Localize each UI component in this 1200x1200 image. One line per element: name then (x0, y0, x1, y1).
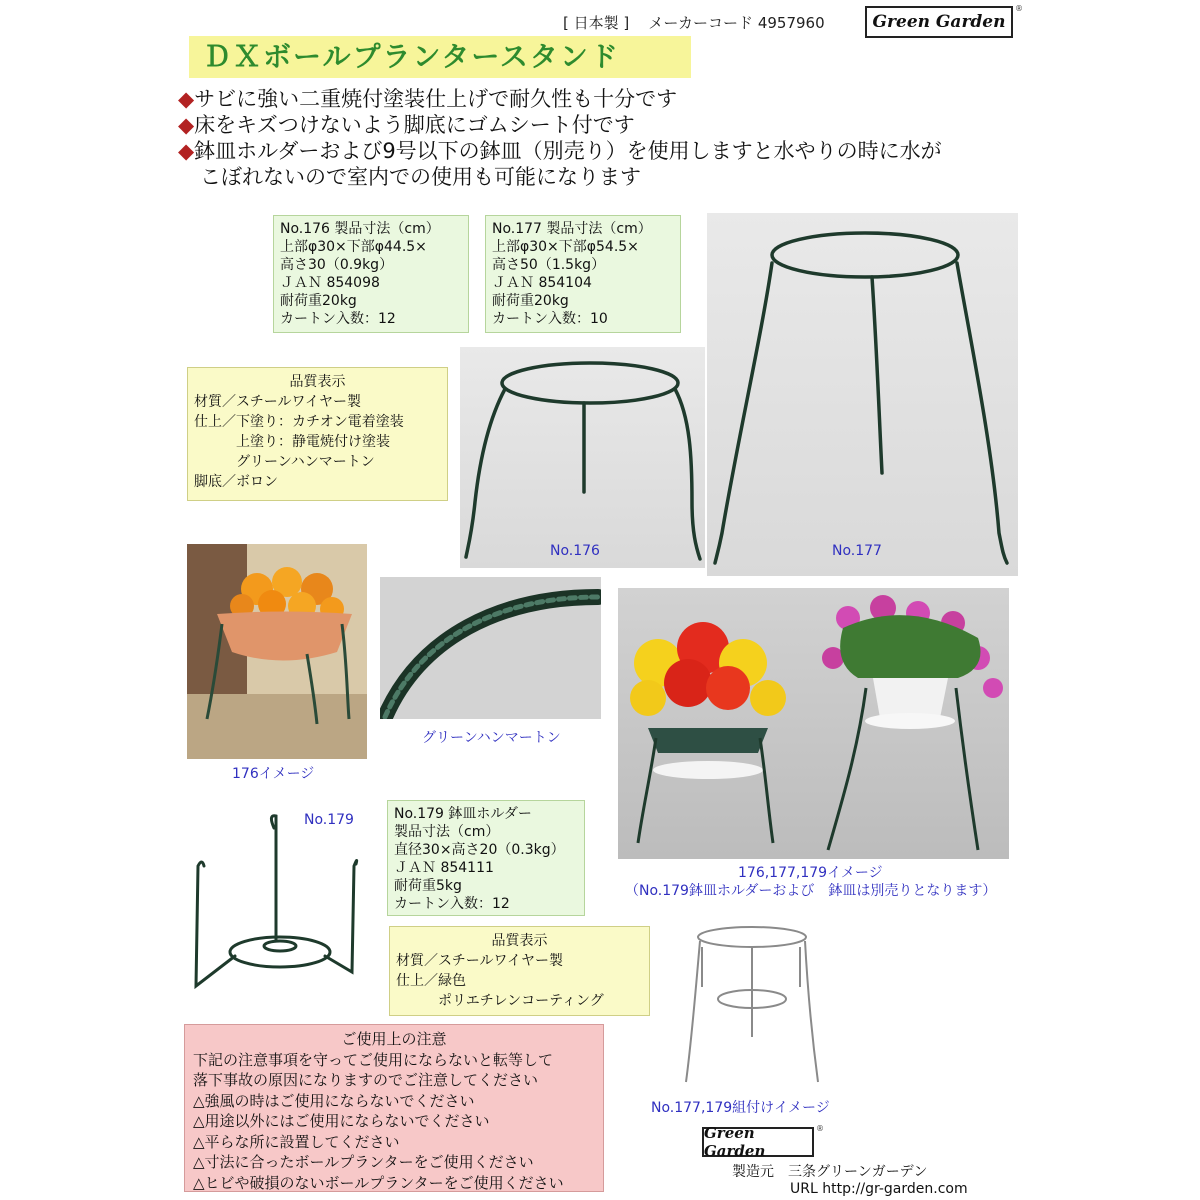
quality-box-stand: 品質表示 材質／スチールワイヤー製 仕上／下塗り：カチオン電着塗装 上塗り：静電焼付け塗装 グリーンハンマートン 脚底／ボロン (187, 367, 448, 501)
caption-no179: No.179 (304, 812, 354, 828)
caption-assembly: No.177,179組付けイメージ (651, 1100, 830, 1116)
assembly-stand-illustration (680, 917, 825, 1090)
registered-mark-icon: ® (1015, 4, 1023, 13)
manufacturer-name: 製造元 三条グリーンガーデン (732, 1164, 928, 1180)
assembly-photo (680, 917, 825, 1090)
caption-combo-note: （No.179鉢皿ホルダーおよび 鉢皿は別売りとなります） (625, 883, 997, 899)
registered-mark-icon: ® (816, 1124, 824, 1133)
feature-bullet: ◆鉢皿ホルダーおよび9号以下の鉢皿（別売り）を使用しますと水やりの時に水が (178, 139, 942, 163)
spec-box-177: No.177 製品寸法（cm） 上部φ30×下部φ54.5× 高さ50（1.5kg） ＪＡＮ 854104 耐荷重20kg カートン入数：10 (485, 215, 681, 333)
caption-image176: 176イメージ (232, 766, 315, 782)
caution-heading: ご使用上の注意 (341, 1030, 447, 1048)
maker-code: メーカーコード 4957960 (648, 14, 825, 32)
feature-bullet: ◆床をキズつけないよう脚底にゴムシート付です (178, 113, 635, 137)
quality-box-holder: 品質表示 材質／スチールワイヤー製 仕上／緑色 ポリエチレンコーティング (389, 926, 650, 1016)
spec-box-176: No.176 製品寸法（cm） 上部φ30×下部φ44.5× 高さ30（0.9kg） ＪＡＮ 854098 耐荷重20kg カートン入数：12 (273, 215, 469, 333)
brand-logo (865, 6, 1013, 38)
photo-combo-image (618, 588, 1009, 859)
holder-179-illustration (180, 806, 372, 992)
header-info (563, 12, 825, 33)
brand-logo-text: Green Garden (872, 12, 1006, 32)
website-link[interactable]: URL http://gr-garden.com (790, 1181, 968, 1197)
quality-heading: 品質表示 (289, 374, 346, 390)
stand-176-illustration (460, 347, 705, 568)
caption-no177: No.177 (832, 543, 882, 559)
diamond-icon: ◆ (178, 87, 195, 111)
photo-176-image (187, 544, 367, 759)
caption-no176: No.176 (550, 543, 600, 559)
spec-box-179: No.179 鉢皿ホルダー 製品寸法（cm） 直径30×高さ20（0.3kg） ＪＡＮ 854111 耐荷重5kg カートン入数：12 (387, 800, 585, 916)
product-photo-179 (180, 806, 372, 992)
caption-hammertone: グリーンハンマートン (422, 730, 561, 746)
caption-combo: 176,177,179イメージ (738, 865, 883, 881)
product-photo-176 (460, 347, 705, 568)
hammertone-photo (380, 577, 601, 719)
stand-177-illustration (707, 213, 1018, 576)
combo-flowers-illustration (618, 588, 1009, 859)
flower-pot-illustration (187, 544, 367, 759)
diamond-icon: ◆ (178, 113, 195, 137)
footer-brand-logo-text: Green Garden (704, 1124, 766, 1160)
caution-box: ご使用上の注意 下記の注意事項を守ってご使用にならないと転等して 落下事故の原因になりますのでご注意してください △強風の時はご使用にならないでください △用途以外にはご使用にならないでください △平らな所に設置してください △寸法に合ったボールプランターをご使用ください △ヒビや破損のないボールプランターをご使用ください (184, 1024, 604, 1192)
hammertone-texture-illustration (380, 577, 601, 719)
quality-heading: 品質表示 (491, 933, 548, 949)
footer-brand-logo (702, 1124, 814, 1160)
diamond-icon: ◆ (178, 139, 195, 163)
feature-bullet: ◆サビに強い二重焼付塗装仕上げで耐久性も十分です (178, 87, 678, 111)
feature-bullet-continued: こぼれないので室内での使用も可能になります (200, 165, 641, 189)
product-photo-177 (707, 213, 1018, 576)
product-title: ＤＸボールプランタースタンド (189, 36, 691, 78)
origin-label: [ 日本製 ] (563, 14, 630, 32)
